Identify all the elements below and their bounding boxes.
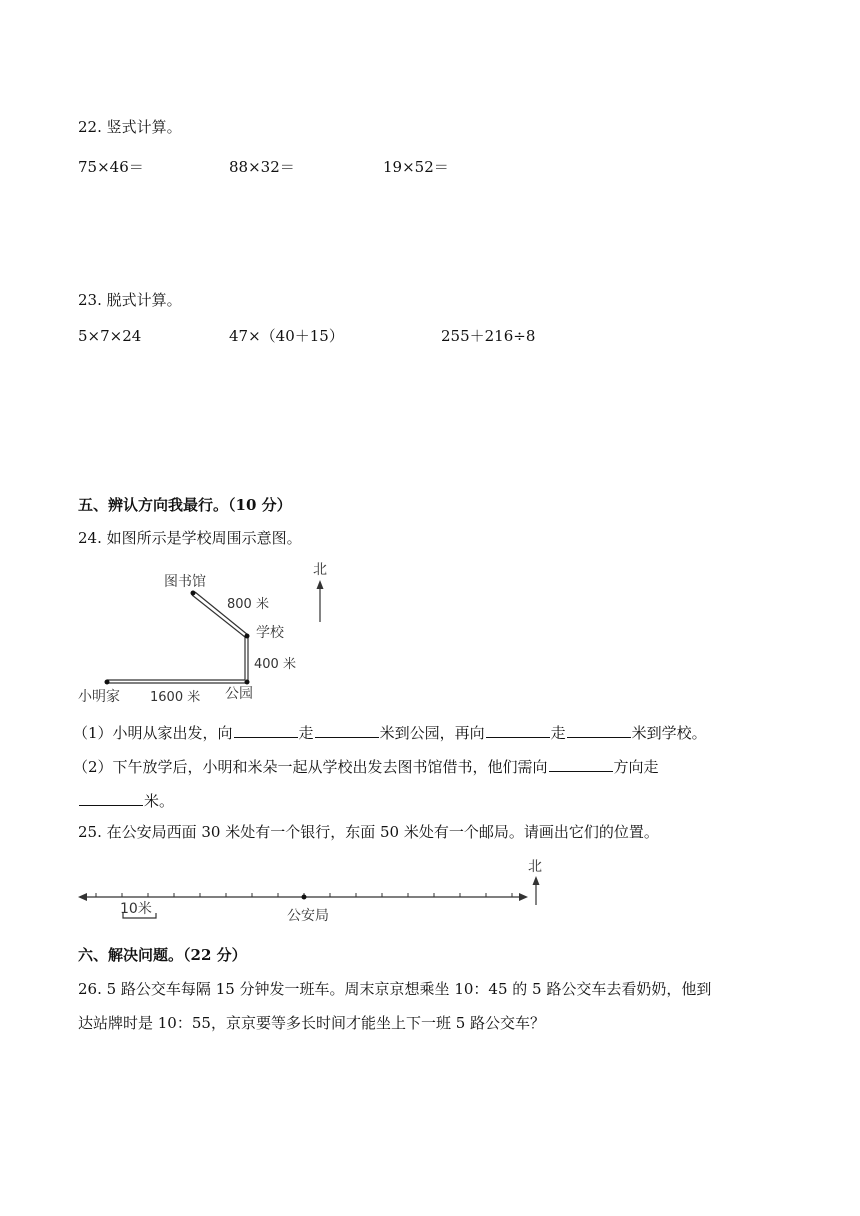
q23-expr-2: 47×（40＋15） — [229, 327, 344, 345]
q22-expr-2: 88×32＝ — [229, 158, 295, 176]
q26-line2: 达站牌时是 10：55，京京要等多长时间才能坐上下一班 5 路公交车？ — [78, 1014, 546, 1032]
police-station-label: 公安局 — [287, 908, 329, 924]
dist-library-school-label: 800 米 — [227, 597, 269, 612]
north-label: 北 — [528, 859, 542, 875]
west-arrow-icon — [78, 893, 87, 901]
q26-line1: 26. 5 路公交车每隔 15 分钟发一班车。周末京京想乘坐 10：45 的 5 路公交车去看奶奶，他到 — [78, 980, 712, 998]
answer-blank[interactable] — [315, 721, 379, 738]
home-point — [105, 680, 110, 685]
q24-title: 24. 如图所示是学校周围示意图。 — [78, 529, 302, 547]
q22-expr-3: 19×52＝ — [383, 158, 449, 176]
home-label: 小明家 — [78, 689, 120, 705]
park-label: 公园 — [225, 686, 253, 702]
q25-title: 25. 在公安局西面 30 米处有一个银行，东面 50 米处有一个邮局。请画出它们的位置。 — [78, 823, 659, 841]
q24-sub2-line2: 米。 — [78, 789, 174, 811]
q23-expr-3: 255＋216÷8 — [441, 327, 536, 345]
answer-blank[interactable] — [549, 755, 613, 772]
section6-title: 六、解决问题。（22 分） — [78, 946, 247, 964]
q25-number-line — [70, 855, 550, 930]
answer-blank[interactable] — [567, 721, 631, 738]
police-station-point — [302, 895, 307, 900]
q22-title: 22. 竖式计算。 — [78, 118, 182, 136]
school-area-map — [70, 555, 370, 710]
east-arrow-icon — [519, 893, 528, 901]
scale-label: 10米 — [120, 901, 152, 917]
library-label: 图书馆 — [164, 574, 206, 590]
answer-blank[interactable] — [79, 789, 143, 806]
school-point — [245, 634, 250, 639]
answer-blank[interactable] — [486, 721, 550, 738]
north-label: 北 — [313, 562, 327, 578]
q23-expr-1: 5×7×24 — [78, 327, 142, 345]
section5-title: 五、辨认方向我最行。（10 分） — [78, 496, 292, 514]
dist-home-park-label: 1600 米 — [150, 690, 201, 705]
answer-blank[interactable] — [234, 721, 298, 738]
park-point — [245, 680, 250, 685]
q22-expr-1: 75×46＝ — [78, 158, 144, 176]
q23-title: 23. 脱式计算。 — [78, 291, 182, 309]
school-label: 学校 — [256, 625, 284, 641]
q24-sub1: （1）小明从家出发，向 走 米到公园，再向 走 米到学校。 — [73, 721, 707, 743]
dist-school-park-label: 400 米 — [254, 657, 296, 672]
q24-sub2-line1: （2）下午放学后，小明和米朵一起从学校出发去图书馆借书，他们需向 方向走 — [73, 755, 659, 777]
library-point — [191, 591, 196, 596]
